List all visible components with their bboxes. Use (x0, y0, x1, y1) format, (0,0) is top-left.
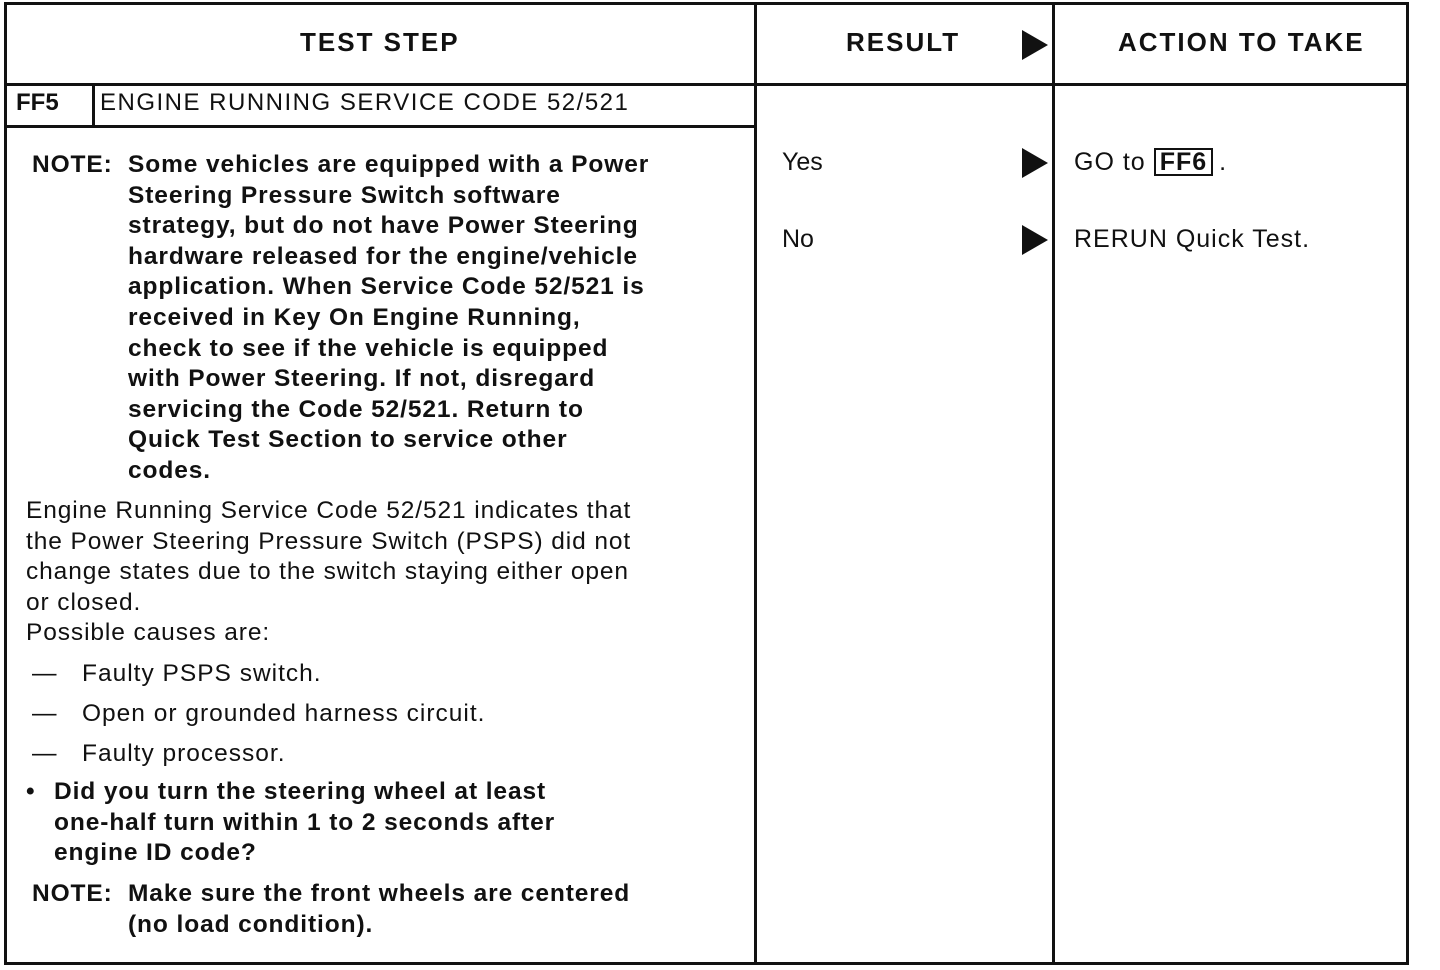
header-action: ACTION TO TAKE (1118, 27, 1365, 57)
cause-item (32, 660, 322, 688)
question-text: Did you turn the steering wheel at least one-half turn within 1 to 2 seconds after engine ID code? (54, 778, 556, 867)
header-divider (7, 83, 1406, 86)
cause-text: Faulty PSPS switch. (82, 660, 322, 687)
cause-text: Open or grounded harness circuit. (82, 700, 486, 727)
note-label: NOTE: (32, 151, 113, 178)
result-no: No (782, 225, 814, 253)
note-text: Make sure the front wheels are centered (no load condition). (128, 880, 631, 938)
step-title-divider (7, 125, 757, 128)
note-text: Some vehicles are equipped with a Power Steering Pressure Switch software strategy, but do not have Power Steering hardware released for the engine/vehicle application. When Service Code 52/521 is received in Key On Engine Running, check to see if the vehicle is equipped with Power Steering. If not, disregard servicing the Code 52/521. Return to Quick Test Section to service other codes. (128, 151, 650, 484)
column-divider-result (754, 5, 757, 962)
column-divider-action (1052, 5, 1055, 962)
cause-text: Faulty processor. (82, 740, 286, 767)
action-rerun: RERUN Quick Test. (1074, 225, 1311, 253)
bullet-icon: • (26, 778, 36, 805)
header-result: RESULT (846, 27, 961, 57)
action-go-to (1074, 148, 1227, 177)
action-suffix: . (1219, 148, 1228, 176)
dash-icon: — (32, 740, 58, 767)
header-test-step: TEST STEP (300, 27, 460, 57)
step-reference-ff6[interactable]: FF6 (1154, 148, 1213, 176)
step-id: FF5 (16, 89, 59, 116)
step-id-divider (92, 83, 95, 127)
description-paragraph: Engine Running Service Code 52/521 indicates that the Power Steering Pressure Switch (PSPS) did not change states due to the switch staying either open or closed. Possible causes are: (26, 497, 632, 647)
result-yes: Yes (782, 148, 823, 176)
step-title: ENGINE RUNNING SERVICE CODE 52/521 (100, 89, 630, 116)
result-arrow-icon (1022, 225, 1048, 255)
note-label: NOTE: (32, 880, 113, 907)
dash-icon: — (32, 700, 58, 727)
result-arrow-icon (1022, 148, 1048, 178)
cause-item (32, 740, 286, 768)
dash-icon: — (32, 660, 58, 687)
header-arrow-icon (1022, 30, 1048, 60)
cause-item (32, 700, 485, 728)
action-prefix: GO to (1074, 148, 1146, 176)
